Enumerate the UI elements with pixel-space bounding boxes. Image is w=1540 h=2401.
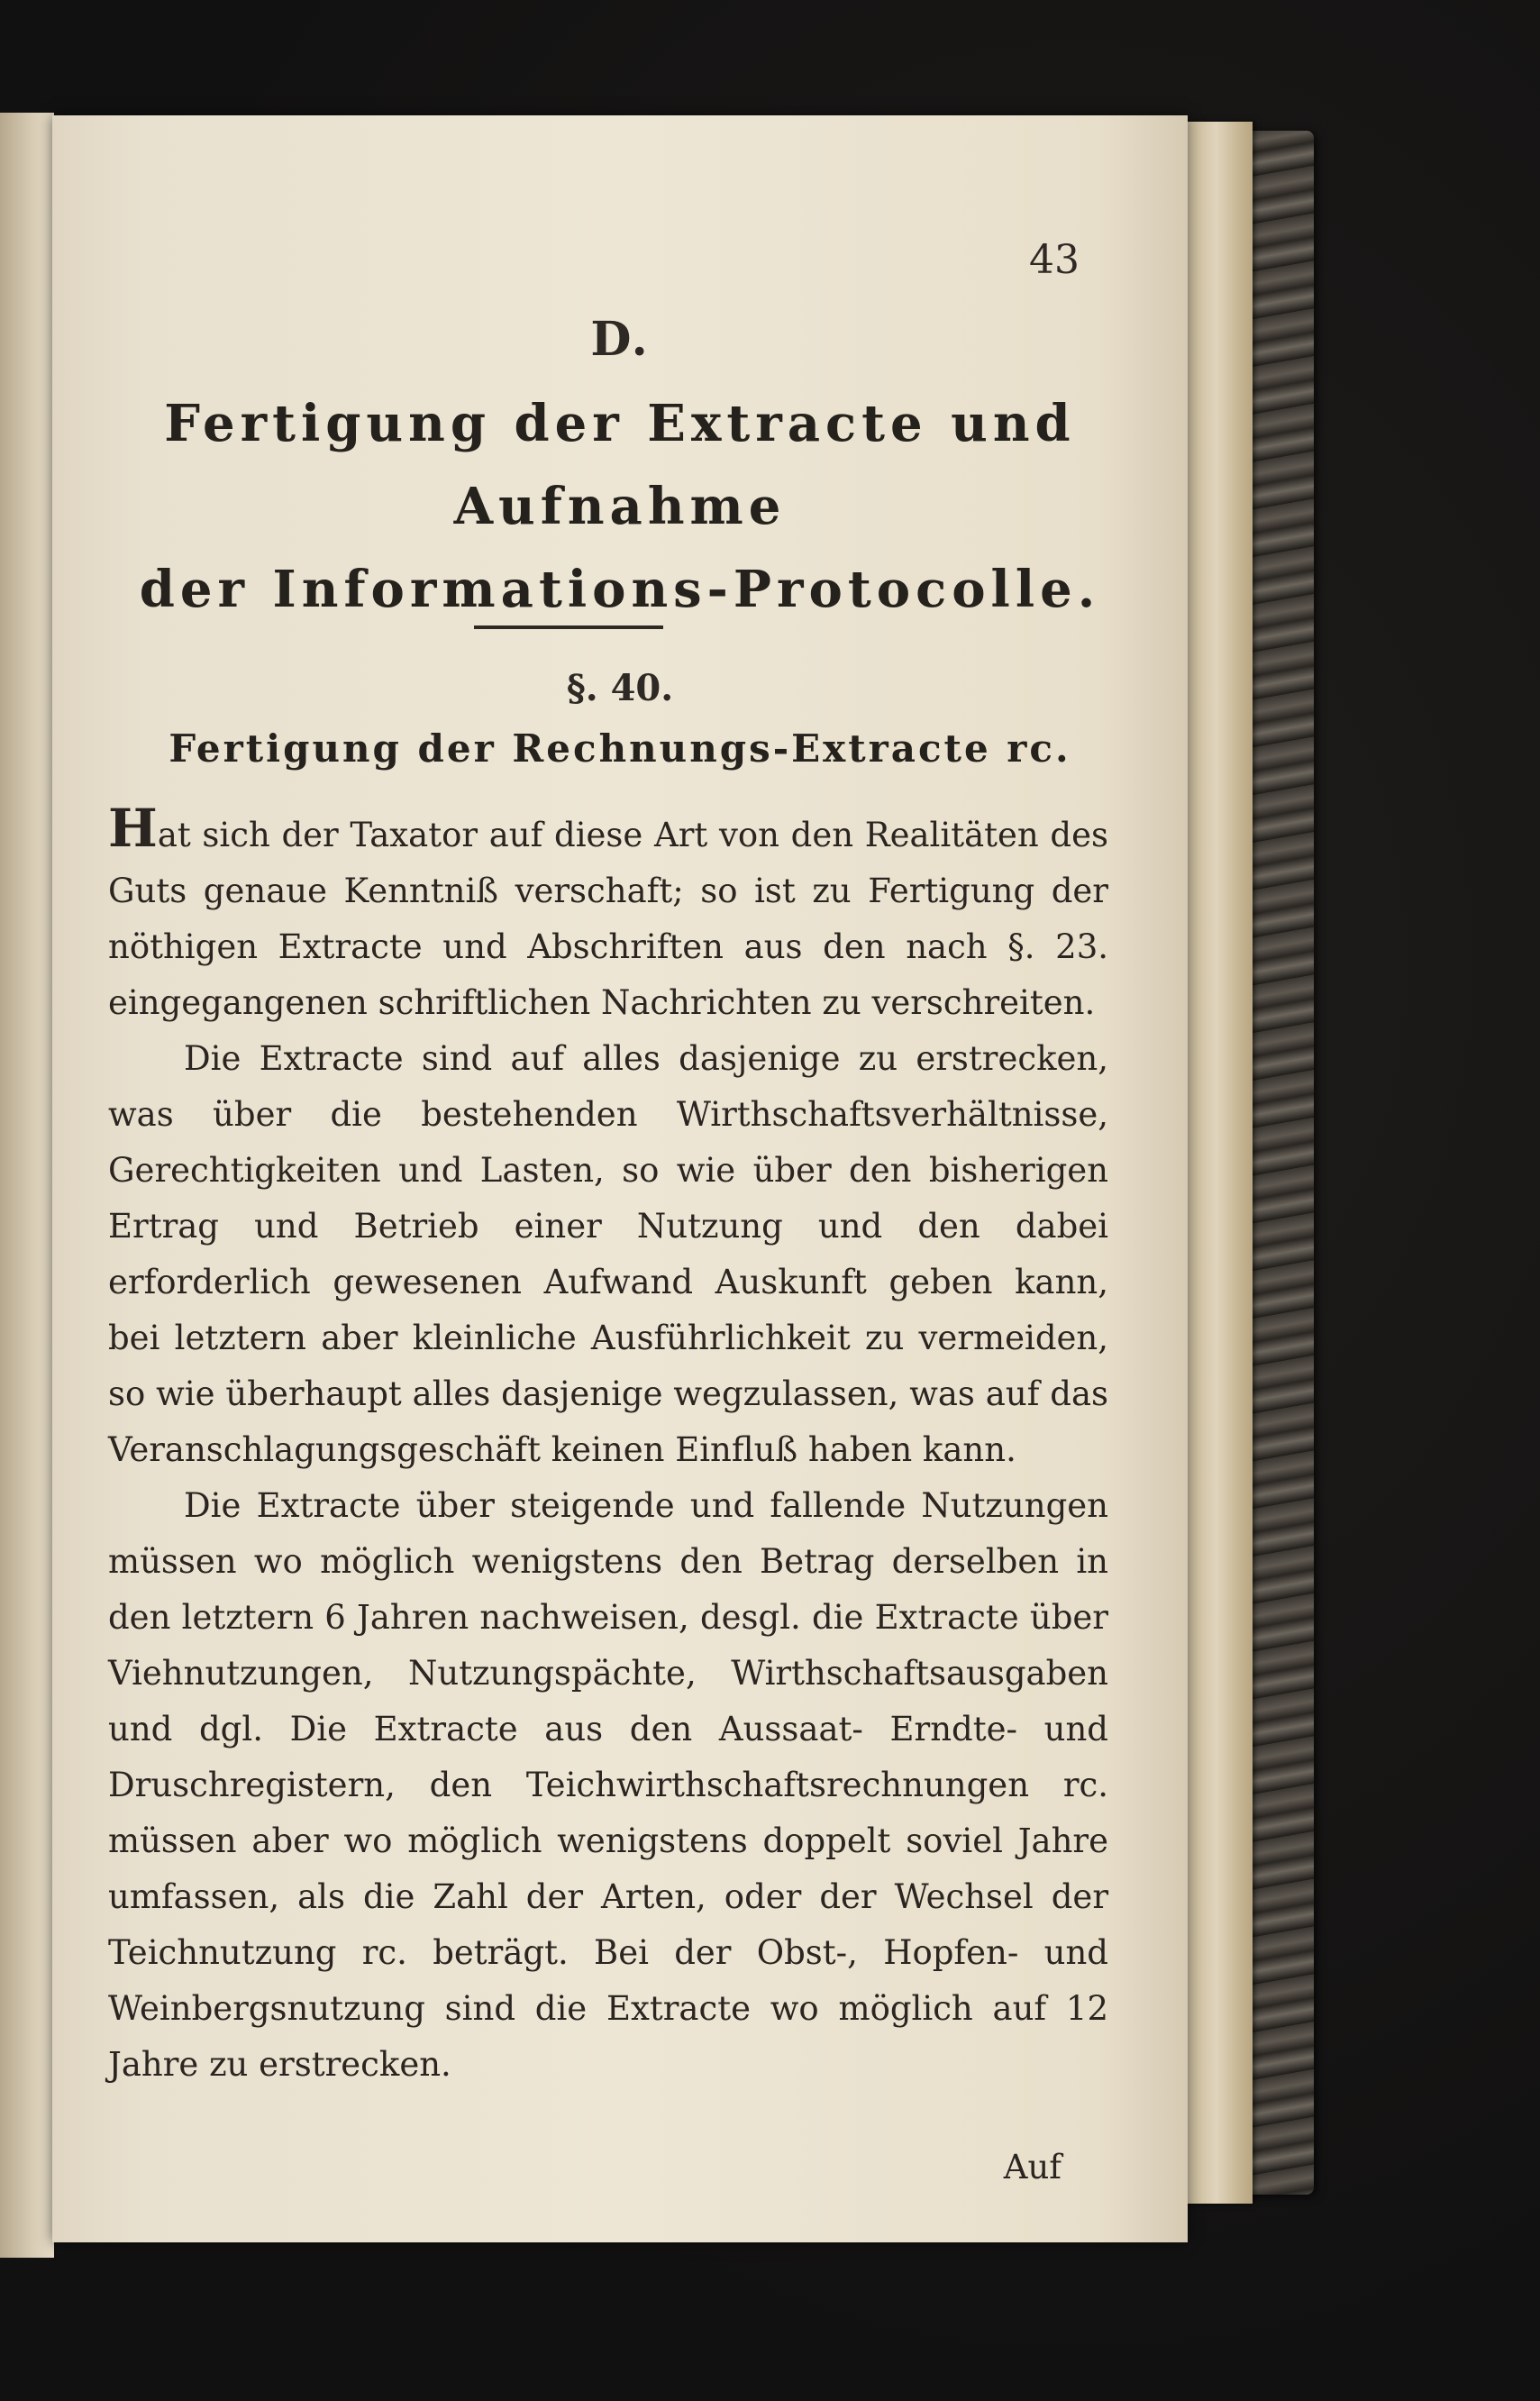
catchword: Auf bbox=[1003, 2148, 1062, 2186]
body-text bbox=[108, 798, 1108, 2093]
marbled-cover bbox=[1242, 131, 1314, 2195]
paragraph-3 bbox=[108, 1478, 1108, 2093]
section-subheading: Fertigung der Rechnungs-Extracte rc. bbox=[169, 726, 1071, 771]
paragraph-2 bbox=[108, 1031, 1108, 1478]
paragraph-1 bbox=[108, 798, 1108, 1031]
paragraph-2-text: Die Extracte sind auf alles dasjenige zu erstrecken, was über die bestehenden Wirthschaftsverhältnisse, Gerechtigkeiten und Lasten, so wie über den bisherigen Ertrag und Betrieb einer Nutzung und den dabei erforderlich gewesenen Aufwand Auskunft geben kann, bei letztern aber kleinliche Ausführlichkeit zu vermeiden, so wie überhaupt alles dasjenige wegzulassen, was auf das Veranschlagungsgeschäft keinen Einfluß haben kann. bbox=[108, 1039, 1108, 1469]
paragraph-3-text: Die Extracte über steigende und fallende Nutzungen müssen wo möglich wenigstens den Betrag derselben in den letztern 6 Jahren nachweisen, desgl. die Extracte über Viehnutzungen, Nutzungspächte, Wirthschaftsausgaben und dgl. Die Extracte aus den Aussaat- Erndte- und Druschregistern, den Teichwirthschaftsrechnungen rc. müssen aber wo möglich wenigstens doppelt soviel Jahre umfassen, als die Zahl der Arten, oder der Wechsel der Teichnutzung rc. beträgt. Bei der Obst-, Hopfen- und Weinbergsnutzung sind die Extracte wo möglich auf 12 Jahre zu erstrecken. bbox=[108, 1486, 1108, 2084]
paragraph-1-text: at sich der Taxator auf diese Art von den Realitäten des Guts genaue Kenntniß verschaft; so ist zu Fertigung der nöthigen Extracte und Abschriften aus den nach §. 23. eingegangenen schriftlichen Nachrichten zu verschreiten. bbox=[108, 816, 1108, 1022]
book-page bbox=[52, 115, 1188, 2242]
chapter-title-line-1: Fertigung der Extracte und Aufnahme bbox=[164, 394, 1076, 536]
chapter-title-line-2: der Informations-Protocolle. bbox=[139, 560, 1101, 619]
section-letter: D. bbox=[590, 312, 650, 367]
paragraph-number: §. 40. bbox=[566, 667, 674, 709]
paragraph-1-initial: H bbox=[108, 798, 158, 859]
chapter-title bbox=[52, 382, 1188, 631]
title-rule bbox=[474, 625, 663, 629]
previous-page-edge bbox=[0, 113, 54, 2258]
page-number: 43 bbox=[1029, 237, 1080, 283]
